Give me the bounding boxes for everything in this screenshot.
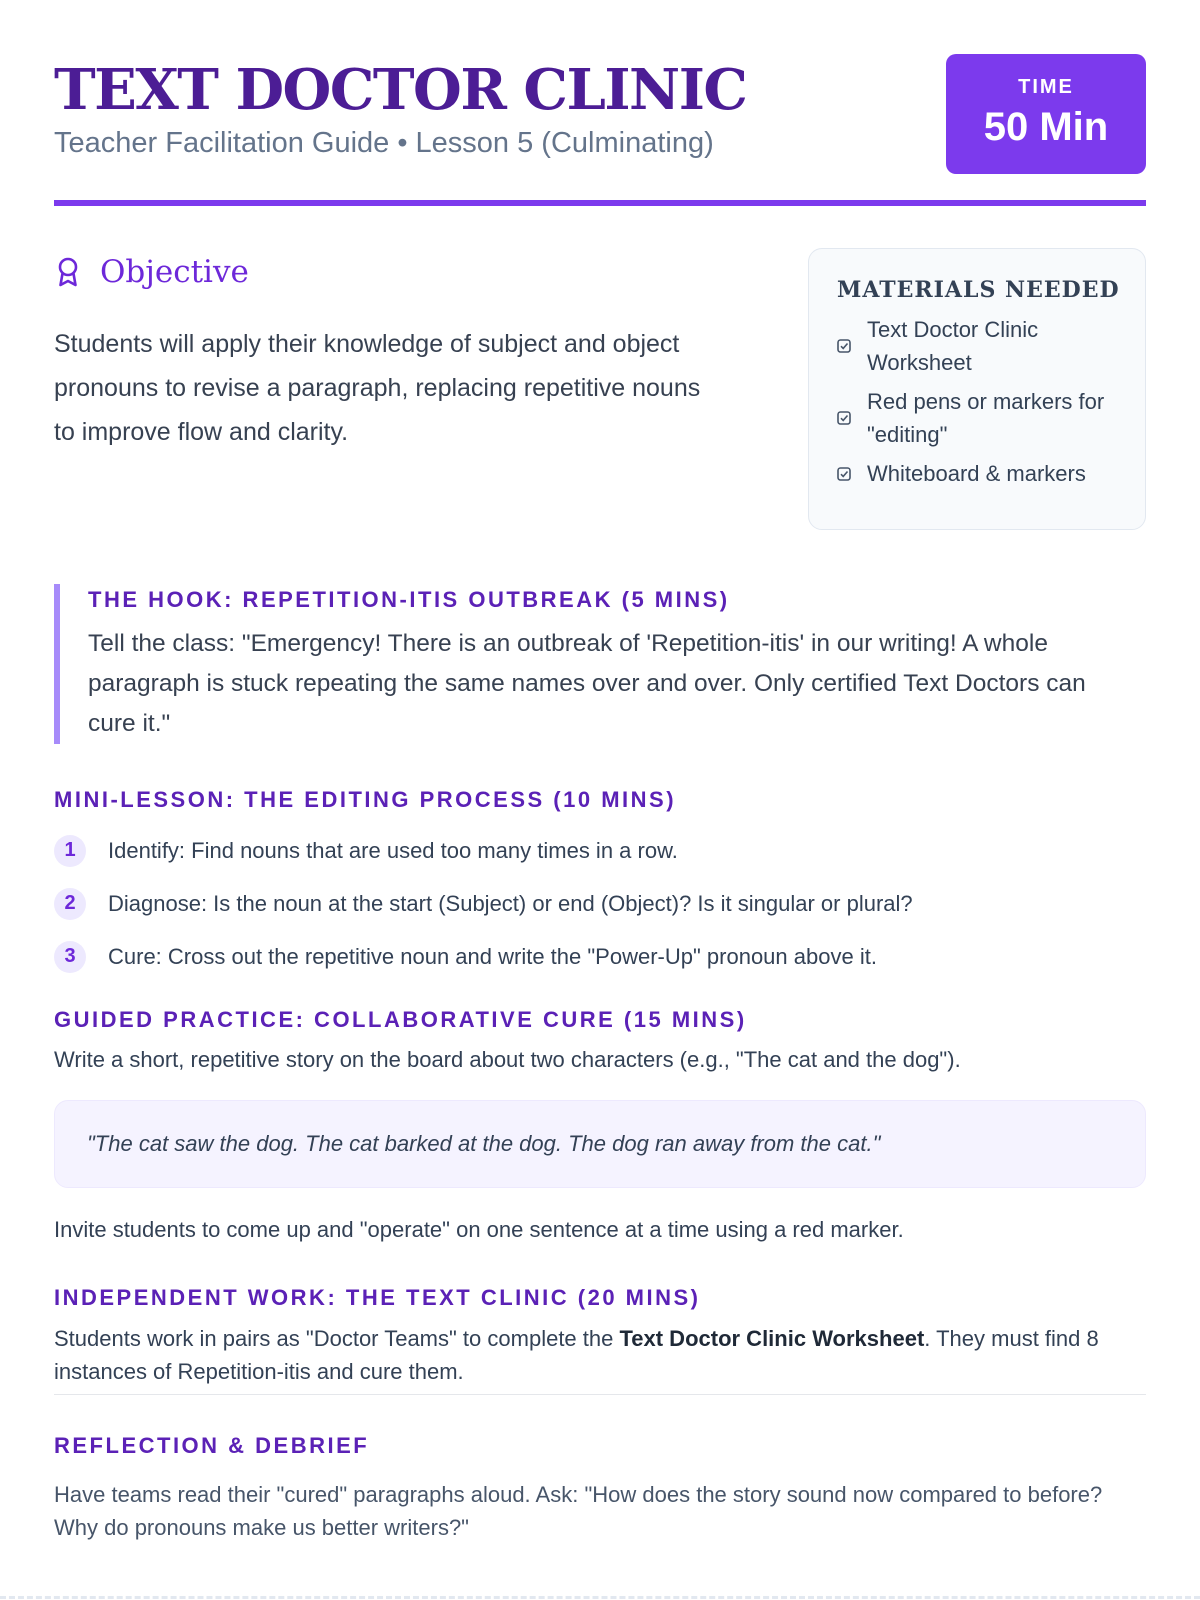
materials-card — [808, 248, 1146, 530]
award-icon — [54, 256, 82, 288]
worksheet-name: Text Doctor Clinic Worksheet — [619, 1326, 925, 1351]
independent-work-section — [54, 1282, 1146, 1395]
guided-practice-heading: GUIDED PRACTICE: COLLABORATIVE CURE (15 MINS) — [54, 1007, 747, 1032]
step-number-badge: 2 — [54, 888, 86, 920]
hook-text: Tell the class: "Emergency! There is an outbreak of 'Repetition-itis' in our writing! A whole paragraph is stuck repeating the same names over and over. Only certified Text Doctors can cure it." — [88, 630, 1086, 737]
time-badge — [946, 54, 1146, 174]
step-number-badge: 3 — [54, 941, 86, 973]
list-item — [54, 824, 1146, 877]
hook-section — [54, 584, 1146, 744]
checkbox-icon — [837, 339, 851, 353]
materials-item — [837, 313, 1117, 379]
independent-work-text-start: Students work in pairs as "Doctor Teams" to complete the — [54, 1326, 620, 1351]
step-text: Diagnose: Is the noun at the start (Subject) or end (Object)? Is it singular or plural? — [108, 890, 913, 916]
objective-text: Students will apply their knowledge of subject and object pronouns to revise a paragraph, replacing repetitive nouns to improve flow and clarity. — [54, 330, 701, 446]
hook-heading: THE HOOK: REPETITION-ITIS OUTBREAK (5 MINS) — [88, 587, 730, 612]
materials-item-label: Red pens or markers for "editing" — [867, 389, 1105, 447]
independent-work-text — [54, 1322, 1124, 1388]
materials-item — [837, 385, 1117, 451]
objective-title: Objective — [100, 254, 249, 290]
guided-practice-text: Write a short, repetitive story on the board about two characters (e.g., "The cat and the dog"). — [54, 1047, 961, 1072]
reflection-section — [54, 1430, 1146, 1544]
page-title: TEXT DOCTOR CLINIC — [54, 57, 747, 123]
checkbox-icon — [837, 411, 851, 425]
independent-work-text-end: . They must find 8 instances of Repetition-itis and cure them. — [54, 1326, 1099, 1384]
mini-lesson-heading: MINI-LESSON: THE EDITING PROCESS (10 MINS) — [54, 787, 677, 812]
independent-work-heading: INDEPENDENT WORK: THE TEXT CLINIC (20 MINS) — [54, 1285, 701, 1310]
guided-practice-invite: Invite students to come up and "operate" on one sentence at a time using a red marker. — [54, 1217, 904, 1242]
step-text: Cure: Cross out the repetitive noun and write the "Power-Up" pronoun above it. — [108, 943, 877, 969]
checkbox-icon — [837, 467, 851, 481]
example-quote: "The cat saw the dog. The cat barked at the dog. The dog ran away from the cat." — [87, 1131, 881, 1156]
objective-heading — [54, 252, 249, 292]
materials-item — [837, 457, 1117, 490]
page-bottom-divider — [0, 1596, 1200, 1599]
reflection-heading: REFLECTION & DEBRIEF — [54, 1433, 370, 1458]
page-subtitle: Teacher Facilitation Guide • Lesson 5 (Culminating) — [54, 127, 714, 159]
step-text: Identify: Find nouns that are used too many times in a row. — [108, 837, 678, 863]
lesson-page — [54, 0, 1146, 1540]
step-number-badge: 1 — [54, 835, 86, 867]
list-item — [54, 930, 1146, 983]
mini-lesson-section — [54, 784, 1146, 983]
steps-list — [54, 824, 1146, 983]
time-value: 50 Min — [983, 105, 1109, 149]
materials-item-label: Text Doctor Clinic Worksheet — [867, 317, 1039, 375]
reflection-text: Have teams read their "cured" paragraphs aloud. Ask: "How does the story sound now compared to before? Why do pronouns make us better writers?" — [54, 1482, 1103, 1540]
materials-item-label: Whiteboard & markers — [867, 461, 1086, 486]
guided-practice-section — [54, 1004, 1146, 1246]
materials-title: MATERIALS NEEDED — [837, 277, 1120, 303]
page-header — [54, 0, 1146, 206]
time-label: TIME — [1018, 76, 1074, 98]
example-quote-box — [54, 1100, 1146, 1188]
list-item — [54, 877, 1146, 930]
